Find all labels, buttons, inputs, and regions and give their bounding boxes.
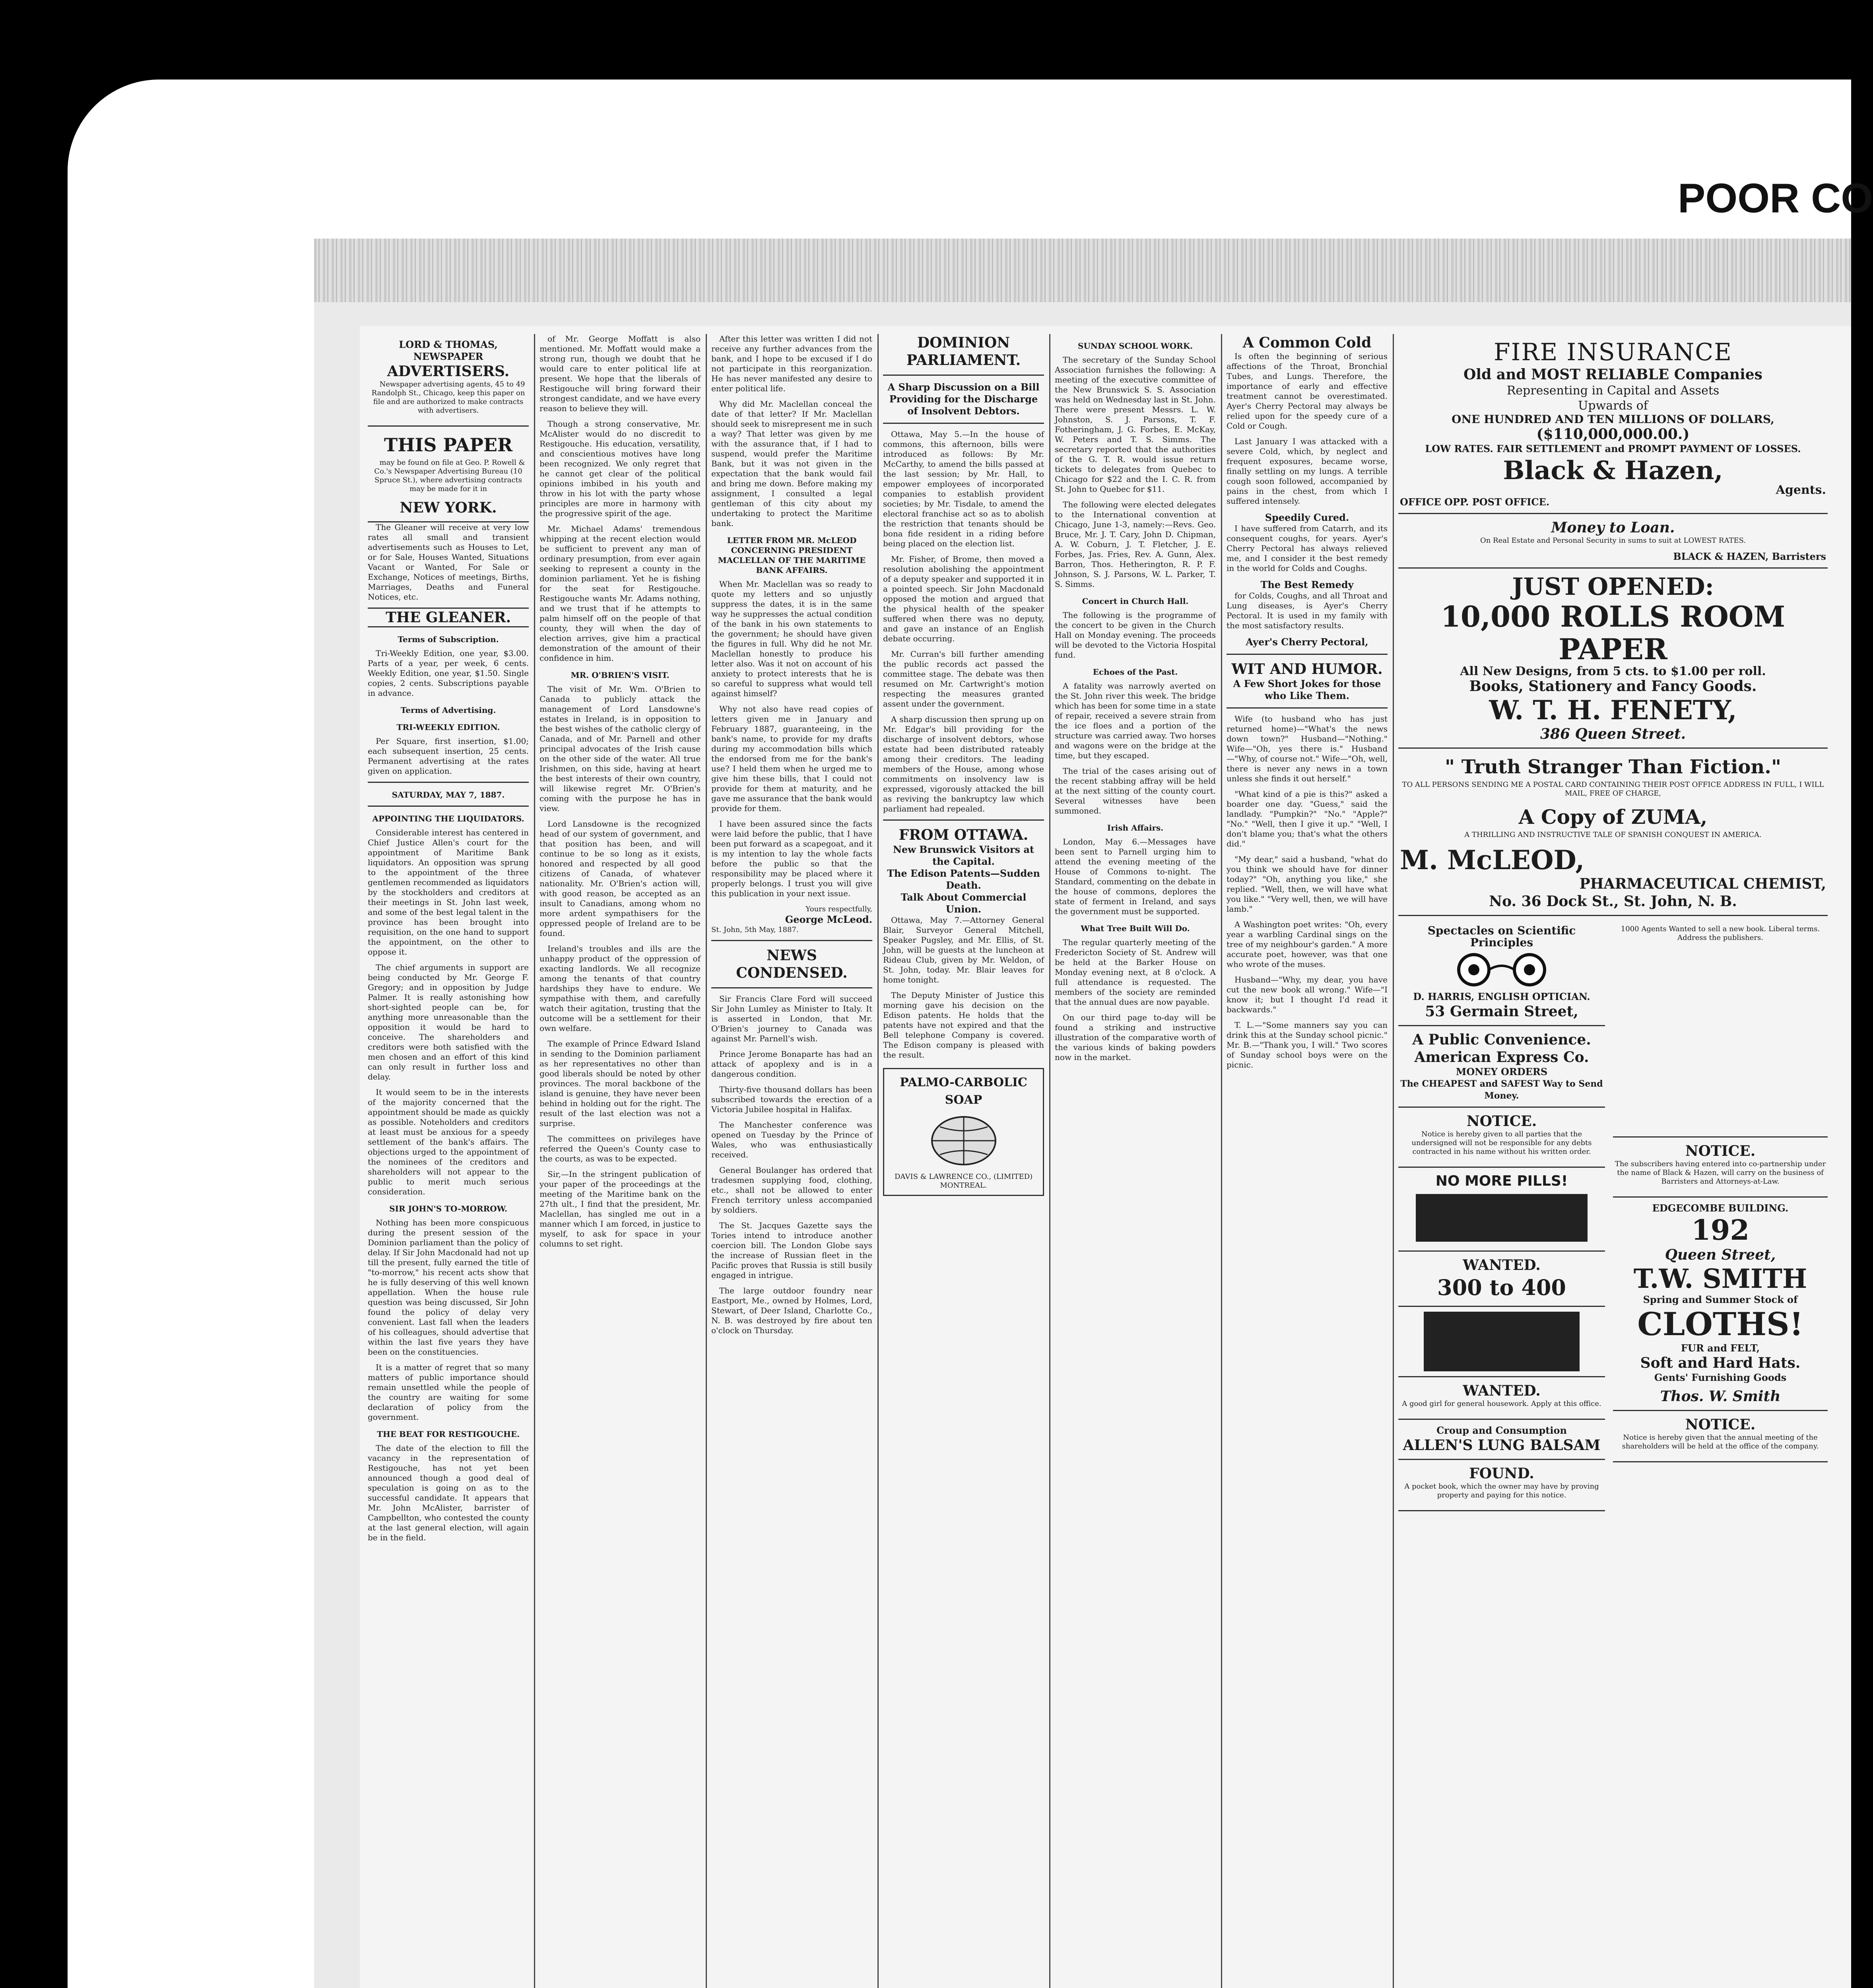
poor-copy-stamp: POOR CO: [1678, 175, 1873, 221]
fire-line: LOW RATES. FAIR SETTLEMENT and PROMPT PAYMENT OF LOSSES.: [1425, 443, 1801, 454]
allens-title: ALLEN'S LUNG BALSAM: [1403, 1437, 1601, 1454]
smith-ad: [1613, 1198, 1828, 1411]
pills-ad: [1398, 1168, 1605, 1252]
article-heading: What Tree Built Will Do.: [1081, 924, 1190, 933]
rolls-title: 10,000 ROLLS ROOM PAPER: [1440, 600, 1786, 666]
found-ad: FOUND. A pocket book, which the owner may have by proving property and paying for this notice.: [1398, 1460, 1605, 1511]
optician-address: 53 Germain Street,: [1425, 1003, 1578, 1020]
fire-amount: ($110,000,000.00.): [1536, 426, 1690, 443]
copy-title: A Copy of ZUMA,: [1518, 805, 1708, 829]
article-heading: WIT AND HUMOR.: [1231, 661, 1383, 678]
column-5: SUNDAY SCHOOL WORK. The secretary of the Sunday School Association furnishes the following: A meeting of the executive committee of the New Brunswick S. S. Association was held on Wednesday last in St. John. There were present Messrs. L. W. Johnston, S. J. Parsons, T. F. Fotheringham, J. G. Forbes, E. McKay, W. Peters and T. S. Simms. The secretary reported that the authorities of the G. T. R. would issue return tickets to delegates from Quebec to Chicago for $22 and the I. C. R. from St. John to Quebec for $11. The following were elected delegates to the International convention at Chicago, June 1-3, namely:—Revs. Geo. Bruce, Mr. J. T. Cary, John D. Chipman, A. W. Coburn, J. T. Fletcher, J. E. Forbes, Jas. Fries, Rev. A. Gunn, Alex. Barron, Thos. Hetherington, R. P. F. Johnson, S. J. Parsons, W. L. Parker, T. S. Simms. Concert in Church Hall. The following is the programme of the concert to be given in the Church Hall on Monday evening. The proceeds will be devoted to the Victoria Hospital fund. Echoes of the Past. A fatality was narrowly averted on the St. John river this week. The bridge which has been for some time in a state of repair, received a severe strain from the ice floes and a portion of the structure was carried away. Two horses and wagons were on the bridge at the time, but they escaped. The trial of the cases arising out of the recent stabbing affray will be held at the next sitting of the county court. Several witnesses have been summoned. Irish Affairs. London, May 6.—Messages have been sent to Parnell urging him to attend the evening meeting of the House of Commons to-night. The Standard, commenting on the debate in the house of commons, deplores the state of ferment in Ireland, and says the government must be supported. What Tree Built Will Do. The regular quarterly meeting of the Fredericton Society of St. Andrew will be held at the Barker House on Monday evening next, at 8 o'clock. A full attendance is requested. The members of the society are reminded that the annual dues are now payable. On our third page to-day will be found a striking and instructive illustration of the comparative worth of the various kinds of baking powders now in the market.: [1055, 341, 1216, 1062]
fire-line: Old and MOST RELIABLE Companies: [1463, 366, 1762, 383]
pills-title: NO MORE PILLS!: [1435, 1173, 1568, 1189]
express-ad: [1398, 1026, 1605, 1108]
hats-line: Soft and Hard Hats.: [1640, 1355, 1801, 1371]
notice-ad-3: NOTICE. Notice is hereby given that the annual meeting of the shareholders will be held at the office of the company.: [1613, 1411, 1828, 1462]
found-title: FOUND.: [1469, 1465, 1534, 1482]
soap-globe-icon: [924, 1113, 1003, 1169]
edgecombe-number: 192: [1691, 1213, 1750, 1246]
terms-advertising-heading: Terms of Advertising.: [400, 705, 496, 715]
office-line: OFFICE OPP. POST OFFICE.: [1400, 496, 1550, 508]
pain-killer-image: [1424, 1312, 1580, 1371]
tri-weekly-heading: TRI-WEEKLY EDITION.: [396, 722, 500, 732]
column-6: A Common Cold Is often the beginning of serious affections of the Throat, Bronchial Tubes, and Lungs. Therefore, the importance of early and effective treatment cannot be overestimated. Ayer's Cherry Pectoral may always be relied upon for the speedy cure of a Cold or Cough. Last January I was attacked with a severe Cold, which, by neglect and frequent exposures, became worse, finally settling on my lungs. A terrible cough soon followed, accompanied by pains in the chest, from which I suffered intensely. Speedily Cured. I have suffered from Catarrh, and its consequent coughs, for years. Ayer's Cherry Pectoral has always relieved me, and I consider it the best remedy in the world for Colds and Coughs. The Best Remedy for Colds, Coughs, and all Throat and Lung diseases, is Ayer's Cherry Pectoral. It is used in my family with the most satisfactory results. Ayer's Cherry Pectoral, WIT AND HUMOR. A Few Short Jokes for those who Like Them. Wife (to husband who has just returned home)—"What's the news down town?" Husband—"Nothing." Wife—"Oh, yes there is." Husband—"Why, of course not." Wife—"Oh, well, there is never any news in a town unless she finds it out herself." "What kind of a pie is this?" asked a boarder one day. "Guess," said the landlady. "Pumpkin?" "No." "Apple?" "No." "Well, then I give it up." "Well, I don't blame you; that's what the others did." "My dear," said a husband, "what do you think we should have for dinner today?" "Oh, anything you like," she replied. "Well, then, we will have what you like." "Very well, then, we will have lamb." A Washington poet writes: "Oh, every year a warbling Cardinal sings on the tree of my neighbour's garden." A more accurate poet, however, was that one who wrote of the muses. Husband—"Why, my dear, you have cut the new book all wrong." Wife—"I know it; but I thought I'd read it backwards." T. L.—"Some manners say you can drink this at the Sunday school picnic." Mr. B.—"Thank you, I will." Two scores of Sunday school boys were on the picnic.: [1227, 334, 1388, 1070]
article-heading: Irish Affairs.: [1107, 823, 1164, 833]
article-subheading: The Best Remedy: [1260, 579, 1354, 590]
thos-signature: Thos. W. Smith: [1660, 1388, 1781, 1405]
article-heading: APPOINTING THE LIQUIDATORS.: [372, 814, 524, 823]
article-heading: SIR JOHN'S TO-MORROW.: [389, 1204, 507, 1213]
fire-title: FIRE INSURANCE: [1494, 338, 1732, 366]
article-heading: Concert in Church Hall.: [1082, 596, 1189, 606]
column-2: of Mr. George Moffatt is also mentioned. Mr. Moffatt would make a strong run, though we doubt that he would care to enter political life at present. We hope that the liberals of Restigouche will bring forward their strongest candidate, and we have every reason to believe they will. Though a strong conservative, Mr. McAlister would do no discredit to Restigouche. His education, versatility, and conscientious motives have long been recognized. We only regret that he cannot get clear of the political opinions imbibed in his youth and throw in his lot with the party whose principles are more in harmony with the progressive spirit of the age. Mr. Michael Adams' tremendous whipping at the recent election would be sufficient to prevent any man of ordinary presumption, from ever again seeking to represent a county in the dominion parliament. Yet he is fishing for the seat for Restigouche. Restigouche wants Mr. Adams nothing, and we trust that if he attempts to palm himself off on the people of that county, they will when the day of election arrives, give him a practical demonstration of the amount of their confidence in him. MR. O'BRIEN'S VISIT. The visit of Mr. Wm. O'Brien to Canada to publicly attack the management of Lord Lansdowne's estates in Ireland, is in opposition to the best wishes of the catholic clergy of Canada, and of Mr. Parnell and other principal advocates of the Irish cause on the other side of the water. All true Irishmen, on this side, having at heart the best interests of their own country, will likewise regret Mr. O'Brien's coming with the purpose he has in view. Lord Lansdowne is the recognized head of our system of government, and that position has been, and will continue to be so long as it exists, honored and respected by all good citizens of Canada, of whatever nationality. Mr. O'Brien's action will, with good reason, be accepted as an insult to Canadians, among whom no more ardent sympathisers for the oppressed people of Ireland are to be found. Ireland's troubles and ills are the unhappy product of the oppression of exacting landlords. We all recognize among the tenants of that country hardships they have to endure. We sympathise with them, and carefully watch their agitation, trusting that the outcome will be a settlement for their own welfare. The example of Prince Edward Island in sending to the Dominion parliament as her representatives no other than good liberals should be noted by other provinces. The moral backbone of the island is genuine, they have never been behind in holding out for the right. The result of the last election was not a surprise. The committees on privileges have referred the Queen's County case to the courts, as was to be expected. Sir,—In the stringent publication of your paper of the proceedings at the meeting of the Maritime bank on the 27th ult., I find that the president, Mr. Maclellan, has singled me out in a manner which I am forced, in justice to myself, to ask for space in your columns to set right.: [540, 334, 701, 1248]
fur-line: FUR and FELT,: [1681, 1342, 1760, 1354]
column-4: DOMINION PARLIAMENT. A Sharp Discussion on a Bill Providing for the Discharge of Insolvent Debtors. Ottawa, May 5.—In the house of commons, this afternoon, bills were introduced as follows: By Mr. McCarthy, to amend the bills passed at the last session; by Mr. Hall, to empower employees of incorporated companies to establish provident societies; by Mr. Tisdale, to amend the electoral franchise act so as to abolish the restriction that tenants should be bona fide resident in a riding before being placed on the election list. Mr. Fisher, of Brome, then moved a resolution abolishing the appointment of a deputy speaker and supported it in a pointed speech. Sir John Macdonald opposed the motion and argued that the physical health of the speaker suffered when there was no deputy, and gave an instance of an English debate occurring. Mr. Curran's bill further amending the public records act passed the committee stage. The debate was then resumed on Mr. Cartwright's motion respecting the measures granted assent under the government. A sharp discussion then sprung up on Mr. Edgar's bill providing for the discharge of insolvent debtors, whose estate had been distributed rateably among their creditors. The leading members of the House, among whose commitments on insolvency law is expressed, vigorously attacked the bill as reviving the bankruptcy law which parliament had repealed. FROM OTTAWA. New Brunswick Visitors at the Capital. The Edison Patents—Sudden Death. Talk About Commercial Union. Ottawa, May 7.—Attorney General Blair, Surveyor General Mitchell, Speaker Pugsley, and Mr. Ellis, of St. John, will be guests at the luncheon at Rideau Club, given by Mr. Weldon, of St. John, today. Mr. Blair leaves for home tonight. The Deputy Minister of Justice this morning gave his decision on the Edison patents. He holds that the patents have not expired and that the Bell telephone Company is covered. The Edison company is pleased with the result. PALMO-CARBOLIC SOAP DAVIS & LAWRENCE CO., (LIMITED) MONTREAL.: [883, 334, 1044, 1988]
zuma-ad: " Truth Stranger Than Fiction." TO ALL PERSONS SENDING ME A POSTAL CARD CONTAINING THEIR POST OFFICE ADDRESS IN FULL, I WILL MAIL, FREE OF CHARGE, A Copy of ZUMA, A THRILLING AND INSTRUCTIVE TALE OF SPANISH CONQUEST IN AMERICA. M. McLEOD, PHARMACEUTICAL CHEMIST, No. 36 Dock St., St. John, N. B.: [1398, 749, 1828, 916]
spectacles-ad: [1398, 920, 1605, 1026]
ad-subtitle: ADVERTISERS.: [387, 363, 510, 380]
article-heading: MR. O'BRIEN'S VISIT.: [571, 670, 670, 680]
fenety-name: W. T. H. FENETY,: [1489, 695, 1737, 726]
article-subheading: Talk About Commercial Union.: [901, 891, 1027, 915]
article-heading: SUNDAY SCHOOL WORK.: [1077, 341, 1193, 351]
pills-bottle-image: [1416, 1194, 1588, 1242]
article-subheading: Speedily Cured.: [1265, 512, 1349, 523]
fire-line: Representing in Capital and Assets: [1506, 384, 1720, 398]
cheapest-line: The CHEAPEST and SAFEST Way to Send Money.: [1400, 1079, 1603, 1101]
cloths-title: CLOTHS!: [1637, 1305, 1803, 1343]
ads-right: [1613, 920, 1828, 1511]
spectacles-icon: [1442, 952, 1561, 988]
books-line: Books, Stationery and Fancy Goods.: [1469, 678, 1757, 695]
article-subheading: A Few Short Jokes for those who Like Them.: [1233, 678, 1381, 701]
express-title: American Express Co.: [1414, 1049, 1589, 1066]
signature-name: George McLeod.: [785, 914, 872, 925]
barristers-line: BLACK & HAZEN, Barristers: [1673, 551, 1826, 562]
fire-insurance-ad: [1398, 334, 1828, 514]
soap-maker: DAVIS & LAWRENCE CO., (LIMITED) MONTREAL.: [894, 1173, 1033, 1190]
optician-name: D. HARRIS, ENGLISH OPTICIAN.: [1413, 991, 1590, 1002]
designs-line: All New Designs, from 5 cts. to $1.00 per roll.: [1460, 664, 1766, 678]
money-title: Money to Loan.: [1551, 519, 1675, 536]
soap-title: PALMO-CARBOLIC SOAP: [900, 1076, 1027, 1107]
notice-ad-2: NOTICE. The subscribers having entered into co-partnership under the name of Black & Hazen, will carry on the business of Barristers and Attorneys-at-Law.: [1613, 1138, 1828, 1198]
article-heading: THE BEAT FOR RESTIGOUCHE.: [377, 1429, 520, 1439]
notice-ad-1: NOTICE. Notice is hereby given to all parties that the undersigned will not be responsible for any debts contracted in his name without his written order.: [1398, 1108, 1605, 1168]
newspaper-page: [360, 326, 1851, 1988]
fenety-address: 386 Queen Street.: [1540, 726, 1686, 742]
ad-city: NEW YORK.: [400, 499, 497, 516]
article-heading: LETTER FROM MR. McLEOD CONCERNING PRESIDENT MACLELLAN OF THE MARITIME BANK AFFAIRS.: [718, 536, 866, 575]
agent-name: Black & Hazen,: [1503, 456, 1723, 485]
ad-title: THIS PAPER: [384, 434, 513, 456]
balsam-ad: [1398, 1420, 1605, 1460]
gents-line: Gents' Furnishing Goods: [1654, 1372, 1787, 1383]
soap-ad: [883, 1068, 1044, 1196]
smith-name: T.W. SMITH: [1633, 1263, 1807, 1294]
ads-subcolumns: [1398, 920, 1828, 1511]
edgecombe-title: EDGECOMBE BUILDING.: [1652, 1202, 1789, 1214]
pectoral-name: Ayer's Cherry Pectoral,: [1246, 636, 1368, 648]
ad-title: LORD & THOMAS, NEWSPAPER: [399, 339, 498, 362]
masthead: THE GLEANER.: [368, 608, 529, 627]
article-heading: NEWS CONDENSED.: [736, 947, 848, 981]
mcleod-address: No. 36 Dock St., St. John, N. B.: [1489, 893, 1737, 910]
article-heading: A Common Cold: [1242, 334, 1372, 351]
wanted-ad-2: WANTED. A good girl for general housework. Apply at this office.: [1398, 1377, 1605, 1420]
fire-line: Upwards of: [1578, 399, 1648, 413]
article-heading: Echoes of the Past.: [1093, 667, 1178, 677]
spring-line: Spring and Summer Stock of: [1643, 1294, 1798, 1305]
mcleod-name: M. McLEOD,: [1400, 845, 1585, 876]
queen-street: Queen Street,: [1665, 1246, 1776, 1263]
column-1: LORD & THOMAS, NEWSPAPER ADVERTISERS. Newspaper advertising agents, 45 to 49 Randolph St., Chicago, keep this paper on file and are authorized to make contracts with advertisers. THIS PAPER may be found on file at Geo. P. Rowell & Co.'s Newspaper Advertising Bureau (10 Spruce St.), where advertising contracts may be made for it in NEW YORK. The Gleaner will receive at very low rates all small and transient advertisements such as Houses to Let, or for Sale, Houses Wanted, Situations Vacant or Wanted, For Sale or Exchange, Notices of meetings, Births, Marriages, Deaths and Funeral Notices, etc. THE GLEANER. Terms of Subscription. Tri-Weekly Edition, one year, $3.00. Parts of a year, per week, 6 cents. Weekly Edition, one year, $1.50. Single copies, 2 cents. Subscriptions payable in advance. Terms of Advertising. TRI-WEEKLY EDITION. Per Square, first insertion, $1.00; each subsequent insertion, 25 cents. Permanent advertising at the rates given on application. SATURDAY, MAY 7, 1887. APPOINTING THE LIQUIDATORS. Considerable interest has centered in Chief Justice Allen's court for the appointment of Maritime Bank liquidators. An opposition was sprung to the appointment of the three gentlemen recommended as liquidators by the stockholders and creditors at their meetings in St. John last week, and some of the best legal talent in the province has been brought into requisition, on the one hand to support the appointment, on the other to oppose it. The chief arguments in support are being conducted by Mr. George F. Gregory; and in opposition by Judge Palmer. It is really astonishing how short-sighted people can be, for anything more unreasonable than the opposition it would be hard to conceive. The shareholders and creditors were both satisfied with the men chosen and an effort of this kind can only result in further loss and delay. It would seem to be in the interests of the majority concerned that the appointment should be made as quickly as possible. Noteholders and creditors at least must be anxious for a speedy settlement of the bank's affairs. The objections urged to the appointment of the nominees of the creditors and shareholders will not appear to the public to merit much serious consideration. SIR JOHN'S TO-MORROW. Nothing has been more conspicuous during the present session of the Dominion parliament than the policy of delay. If Sir John Macdonald had not up till the present, fully earned the title of "to-morrow," his recent acts show that he is fully deserving of this well known appellation. When the house rule question was being discussed, Sir John found the policy of delay very convenient. Last fall when the leaders of his colleagues, should advertise that within the last five years they have been on the constituencies. It is a matter of regret that so many matters of public importance should remain unsettled while the people of the country are waiting for some declaration of policy from the government. THE BEAT FOR RESTIGOUCHE. The date of the election to fill the vacancy in the representation of Restigouche, has not yet been announced though a good deal of speculation is going on as to the successful candidate. It appears that Mr. John McAlister, barrister of Campbellton, who contested the county at the last general election, will again be in the field.: [368, 334, 529, 1988]
wanted-title: WANTED.: [1463, 1257, 1541, 1274]
this-paper-ad: THIS PAPER may be found on file at Geo. P. Rowell & Co.'s Newspaper Advertising Bureau (10 Spruce St.), where advertising contracts may be made for it in NEW YORK.: [368, 427, 529, 522]
wanted-ad-1: [1398, 1252, 1605, 1307]
cough-line: Croup and Consumption: [1436, 1425, 1567, 1436]
room-paper-ad: [1398, 569, 1828, 749]
wanted-title: WANTED.: [1463, 1382, 1541, 1399]
signature-line: Yours respectfully,: [805, 905, 872, 913]
article-subheading: New Brunswick Visitors at the Capital.: [893, 844, 1035, 867]
lord-thomas-ad: LORD & THOMAS, NEWSPAPER ADVERTISERS. Newspaper advertising agents, 45 to 49 Randolph St., Chicago, keep this paper on file and are authorized to make contracts with advertisers.: [368, 334, 529, 427]
notice-title: NOTICE.: [1685, 1416, 1756, 1433]
just-opened-title: JUST OPENED:: [1512, 573, 1714, 601]
ads-left: [1398, 920, 1605, 1511]
truth-title: " Truth Stranger Than Fiction.": [1444, 756, 1782, 778]
article-heading: DOMINION PARLIAMENT.: [906, 334, 1021, 369]
column-3: After this letter was written I did not receive any further advances from the bank, and I hope to be excused if I do not participate in this reorganization. He has never manifested any desire to enter political life. Why did Mr. Maclellan conceal the date of that letter? If Mr. Maclellan should seek to misrepresent me in such a way? That letter was given by me with the assurance that, if I had to suspend, would prefer the Maritime Bank, but it was not given in the expectation that the bank would fail and bring me down. Before making my assignment, I consulted a legal gentleman of this city about my undertaking to protect the Maritime bank. LETTER FROM MR. McLEOD CONCERNING PRESIDENT MACLELLAN OF THE MARITIME BANK AFFAIRS. When Mr. Maclellan was so ready to quote my letters and so unjustly suppress the dates, it is in the same way he suppresses the actual condition of the bank in his own statements to the government; he should have given the figures in full. Why did he not Mr. Maclellan honestly to produce his letter also. Was it not on account of his anxiety to protect interests that he is so careful to suppress what would tell against himself? Why not also have read copies of letters given me in January and February 1887, guaranteeing, in the bank's name, to provide for my drafts during my accommodation bills which the endorsed from me for the bank's use? I held them when he urged me to give him these bills, that I could not provide for them at maturity, and he gave me assurance that the bank would provide for them. I have been assured since the facts were laid before the public, that I have been put forward as a scapegoat, and it is my intention to lay the whole facts before the public so that the responsibility may be placed where it properly belongs. I trust you will give this publication in your next issue. Yours respectfully, George McLeod. St. John, 5th May, 1887. NEWS CONDENSED. Sir Francis Clare Ford will succeed Sir John Lumley as Minister to Italy. It is asserted in London, that Mr. O'Brien's journey to Canada was against Mr. Parnell's wish. Prince Jerome Bonaparte has had an attack of apoplexy and is in a dangerous condition. Thirty-five thousand dollars has been subscribed towards the erection of a Victoria Jubilee hospital in Halifax. The Manchester conference was opened on Tuesday by the Prince of Wales, who was enthusiastically received. General Boulanger has ordered that tradesmen supplying food, clothing, etc., shall not be allowed to enter French territory unless accompanied by soldiers. The St. Jacques Gazette says the Tories intend to introduce another coercion bill. The London Globe says the increase of Russian fleet in the Pacific proves that Russia is still busily engaged in intrigue. The large outdoor foundry near Eastport, Me., owned by Holmes, Lord, Stewart, of Deer Island, Charlotte Co., N. B. was destroyed by fire about ten o'clock on Thursday.: [711, 334, 872, 1335]
article-heading: FROM OTTAWA.: [899, 827, 1029, 843]
pain-ad: [1398, 1307, 1605, 1377]
signature-date: St. John, 5th May, 1887.: [711, 926, 799, 934]
notice-title: NOTICE.: [1466, 1113, 1537, 1130]
fire-line: ONE HUNDRED AND TEN MILLIONS OF DOLLARS,: [1452, 413, 1774, 426]
spectacles-title: Spectacles on Scientific Principles: [1427, 924, 1576, 949]
money-loan-ad: Money to Loan. On Real Estate and Personal Security in sums to suit at LOWEST RATES. BLACK & HAZEN, Barristers: [1398, 514, 1828, 569]
notice-title: NOTICE.: [1685, 1143, 1756, 1159]
money-orders-title: MONEY ORDERS: [1456, 1066, 1548, 1077]
advert-block: 1000 Agents Wanted to sell a new book. Liberal terms. Address the publishers.: [1613, 920, 1828, 1138]
dateline: SATURDAY, MAY 7, 1887.: [392, 790, 505, 800]
convenience-title: A Public Convenience.: [1412, 1031, 1591, 1048]
article-subheading: The Edison Patents—Sudden Death.: [887, 868, 1040, 891]
ads-column: [1398, 334, 1828, 1988]
wanted-number: 300 to 400: [1437, 1275, 1566, 1300]
terms-subscription-heading: Terms of Subscription.: [398, 635, 499, 644]
article-subheading: A Sharp Discussion on a Bill Providing for the Discharge of Insolvent Debtors.: [887, 381, 1040, 417]
mcleod-role: PHARMACEUTICAL CHEMIST,: [1579, 876, 1826, 892]
agent-role: Agents.: [1776, 483, 1826, 497]
